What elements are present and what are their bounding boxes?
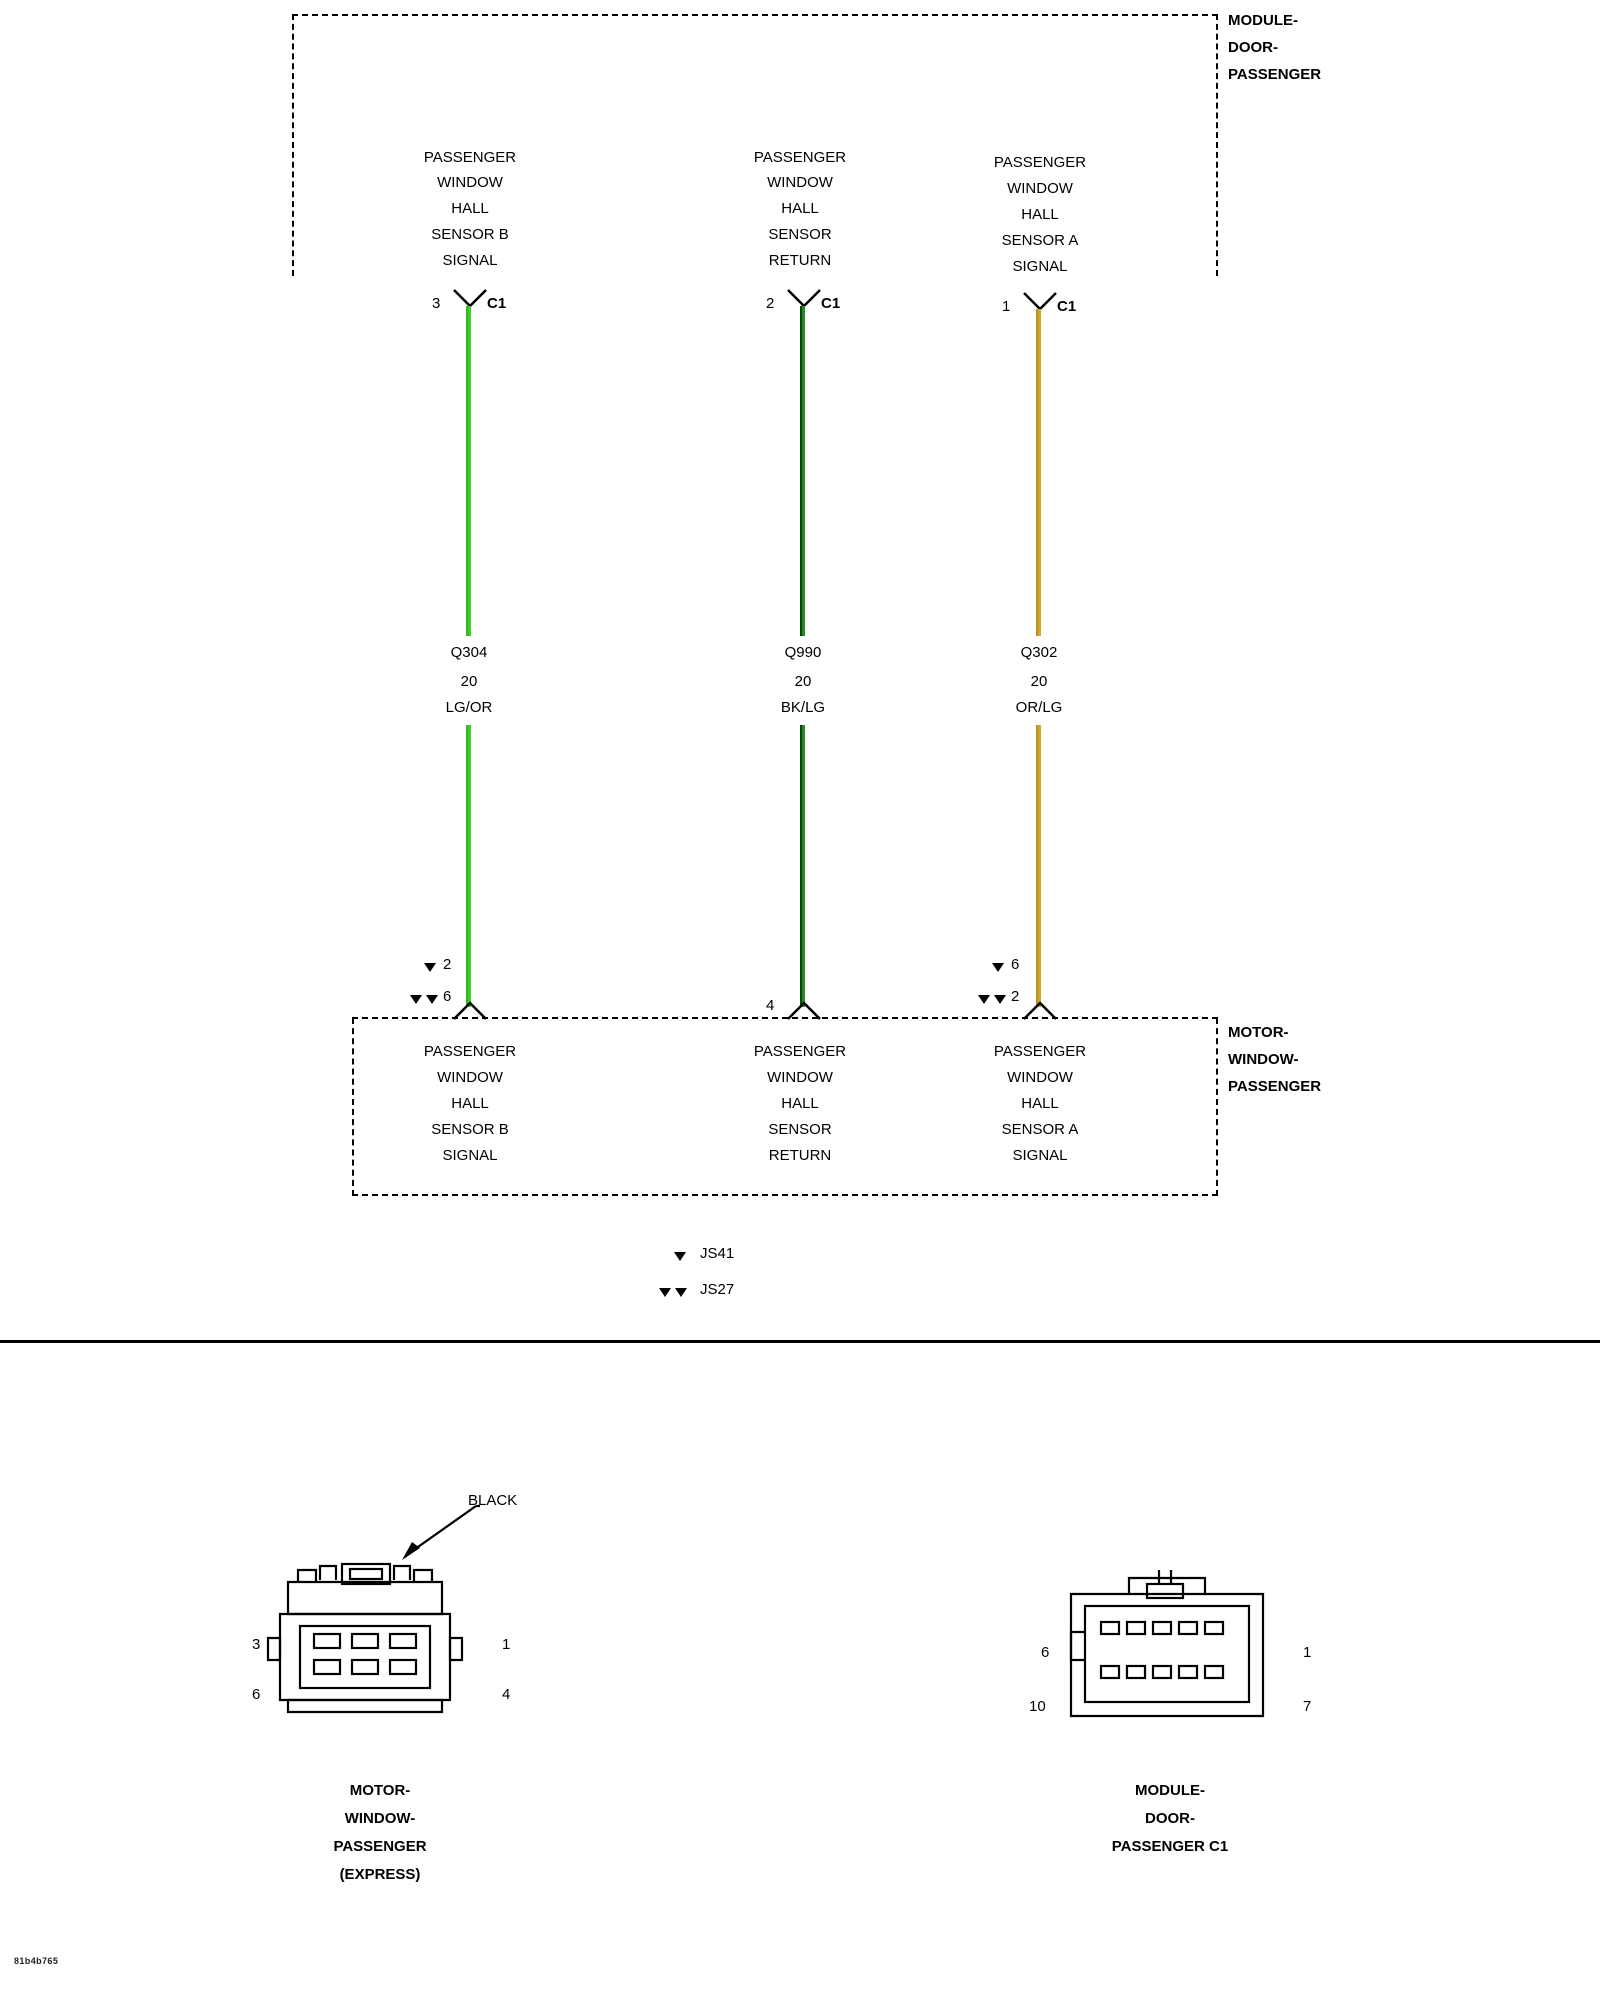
wire-2-id: Q990: [784, 644, 822, 661]
top-circuit-1-label-line-3: HALL: [451, 200, 489, 217]
splice-triangle-js41-circuit1: [424, 963, 436, 972]
module-door-passenger-c1-connector-face: [1055, 1570, 1285, 1740]
connector-2-caption-line-1: MODULE-: [1135, 1782, 1205, 1799]
connector-1-pin-left-top: 3: [252, 1636, 261, 1653]
connector-2-pin-right-bottom: 7: [1303, 1698, 1312, 1715]
connector-1-caption-line-1: MOTOR-: [349, 1782, 411, 1799]
connector-1-caption-line-4: (EXPRESS): [339, 1866, 421, 1883]
bottom-circuit-3-label-line-2: WINDOW: [1007, 1069, 1073, 1086]
motor-window-passenger-name-line-3: PASSENGER: [1228, 1078, 1322, 1095]
splice-triangle-js27-a-circuit1: [410, 995, 422, 1004]
top-circuit-2-pin: 2: [766, 295, 775, 312]
bottom-circuit-1-label-line-3: HALL: [451, 1095, 489, 1112]
motor-window-passenger-name-line-1: MOTOR-: [1228, 1024, 1289, 1041]
top-circuit-2-label-line-4: SENSOR: [768, 226, 832, 243]
top-circuit-1-pin: 3: [432, 295, 441, 312]
bottom-circuit-1-label-line-1: PASSENGER: [423, 1043, 517, 1060]
top-circuit-2-label-line-2: WINDOW: [767, 174, 833, 191]
wire-q990-lower: [800, 725, 805, 1007]
top-circuit-1-label-line-1: PASSENGER: [423, 149, 517, 166]
module-door-passenger-name-line-3: PASSENGER: [1228, 66, 1322, 83]
bottom-circuit-1-label-line-4: SENSOR B: [431, 1121, 509, 1138]
wire-q304-lower: [466, 725, 471, 1007]
bottom-circuit-3-label-line-3: HALL: [1021, 1095, 1059, 1112]
legend-js41-label: JS41: [700, 1245, 735, 1262]
bottom-circuit-3-label-line-1: PASSENGER: [993, 1043, 1087, 1060]
top-circuit-1-label-line-4: SENSOR B: [431, 226, 509, 243]
wire-q304-upper: [466, 306, 471, 636]
module-door-passenger-name-line-2: DOOR-: [1228, 39, 1278, 56]
top-circuit-3-label-line-3: HALL: [1021, 206, 1059, 223]
splice-triangle-js27-b-circuit3: [994, 995, 1006, 1004]
connector-2-caption-line-3: PASSENGER C1: [1111, 1838, 1229, 1855]
connector-1-callout-label: BLACK: [468, 1492, 518, 1509]
legend-js27-label: JS27: [700, 1281, 735, 1298]
wire-1-color-code: LG/OR: [445, 699, 493, 716]
wire-2-gauge: 20: [794, 673, 812, 690]
bottom-circuit-2-label-line-5: RETURN: [768, 1147, 832, 1164]
top-circuit-3-label-line-5: SIGNAL: [1012, 258, 1068, 275]
bottom-circuit-2-pin: 4: [766, 997, 775, 1014]
connector-2-pin-left-top: 6: [1041, 1644, 1050, 1661]
wire-2-color-code: BK/LG: [780, 699, 826, 716]
wire-3-gauge: 20: [1030, 673, 1048, 690]
bottom-circuit-3-label-line-5: SIGNAL: [1012, 1147, 1068, 1164]
splice-triangle-js27-b-circuit1: [426, 995, 438, 1004]
connector-1-pin-left-bottom: 6: [252, 1686, 261, 1703]
top-circuit-3-pin: 1: [1002, 298, 1011, 315]
connector-2-pin-right-top: 1: [1303, 1644, 1312, 1661]
splice-triangle-js27-a-circuit3: [978, 995, 990, 1004]
wire-1-id: Q304: [450, 644, 488, 661]
connector-1-pin-right-top: 1: [502, 1636, 511, 1653]
wire-3-id: Q302: [1020, 644, 1058, 661]
connector-1-pin-right-bottom: 4: [502, 1686, 511, 1703]
splice-pin-circuit3-b: 2: [1011, 988, 1020, 1005]
module-door-passenger-name-line-1: MODULE-: [1228, 12, 1298, 29]
legend-double-triangle-icon-a: [659, 1288, 671, 1297]
top-circuit-2-label-line-1: PASSENGER: [753, 149, 847, 166]
bottom-circuit-1-label-line-2: WINDOW: [437, 1069, 503, 1086]
splice-pin-circuit1-b: 6: [443, 988, 452, 1005]
top-circuit-3-connector: C1: [1057, 298, 1077, 315]
wire-q302-upper: [1036, 309, 1041, 636]
bottom-circuit-2-label-line-1: PASSENGER: [753, 1043, 847, 1060]
wire-q990-upper: [800, 306, 805, 636]
splice-triangle-js41-circuit3: [992, 963, 1004, 972]
wire-1-gauge: 20: [460, 673, 478, 690]
connector-2-pin-left-bottom: 10: [1029, 1698, 1046, 1715]
wire-q302-lower: [1036, 725, 1041, 1007]
top-circuit-3-label-line-4: SENSOR A: [1001, 232, 1079, 249]
connector-2-caption-line-2: DOOR-: [1145, 1810, 1195, 1827]
legend-single-triangle-icon: [674, 1252, 686, 1261]
top-circuit-2-connector: C1: [821, 295, 841, 312]
bottom-circuit-2-label-line-4: SENSOR: [768, 1121, 832, 1138]
motor-window-passenger-box-top-edge: [352, 1017, 1218, 1019]
connector-1-caption-line-3: PASSENGER: [333, 1838, 427, 1855]
top-circuit-1-label-line-2: WINDOW: [437, 174, 503, 191]
connector-1-caption-line-2: WINDOW-: [344, 1810, 416, 1827]
splice-pin-circuit1-a: 2: [443, 956, 452, 973]
bottom-circuit-2-label-line-2: WINDOW: [767, 1069, 833, 1086]
section-divider: [0, 1340, 1600, 1343]
legend-double-triangle-icon-b: [675, 1288, 687, 1297]
top-circuit-2-label-line-3: HALL: [781, 200, 819, 217]
bottom-circuit-1-label-line-5: SIGNAL: [442, 1147, 498, 1164]
bottom-circuit-3-label-line-4: SENSOR A: [1001, 1121, 1079, 1138]
motor-window-passenger-name-line-2: WINDOW-: [1228, 1051, 1299, 1068]
bottom-circuit-2-label-line-3: HALL: [781, 1095, 819, 1112]
top-circuit-3-label-line-2: WINDOW: [1007, 180, 1073, 197]
motor-window-passenger-connector-face: [258, 1560, 518, 1740]
top-circuit-3-label-line-1: PASSENGER: [993, 154, 1087, 171]
image-code-label: 81b4b765: [14, 1956, 59, 1966]
splice-pin-circuit3-a: 6: [1011, 956, 1020, 973]
top-circuit-2-label-line-5: RETURN: [768, 252, 832, 269]
wire-3-color-code: OR/LG: [1015, 699, 1063, 716]
top-circuit-1-connector: C1: [487, 295, 507, 312]
top-circuit-1-label-line-5: SIGNAL: [442, 252, 498, 269]
